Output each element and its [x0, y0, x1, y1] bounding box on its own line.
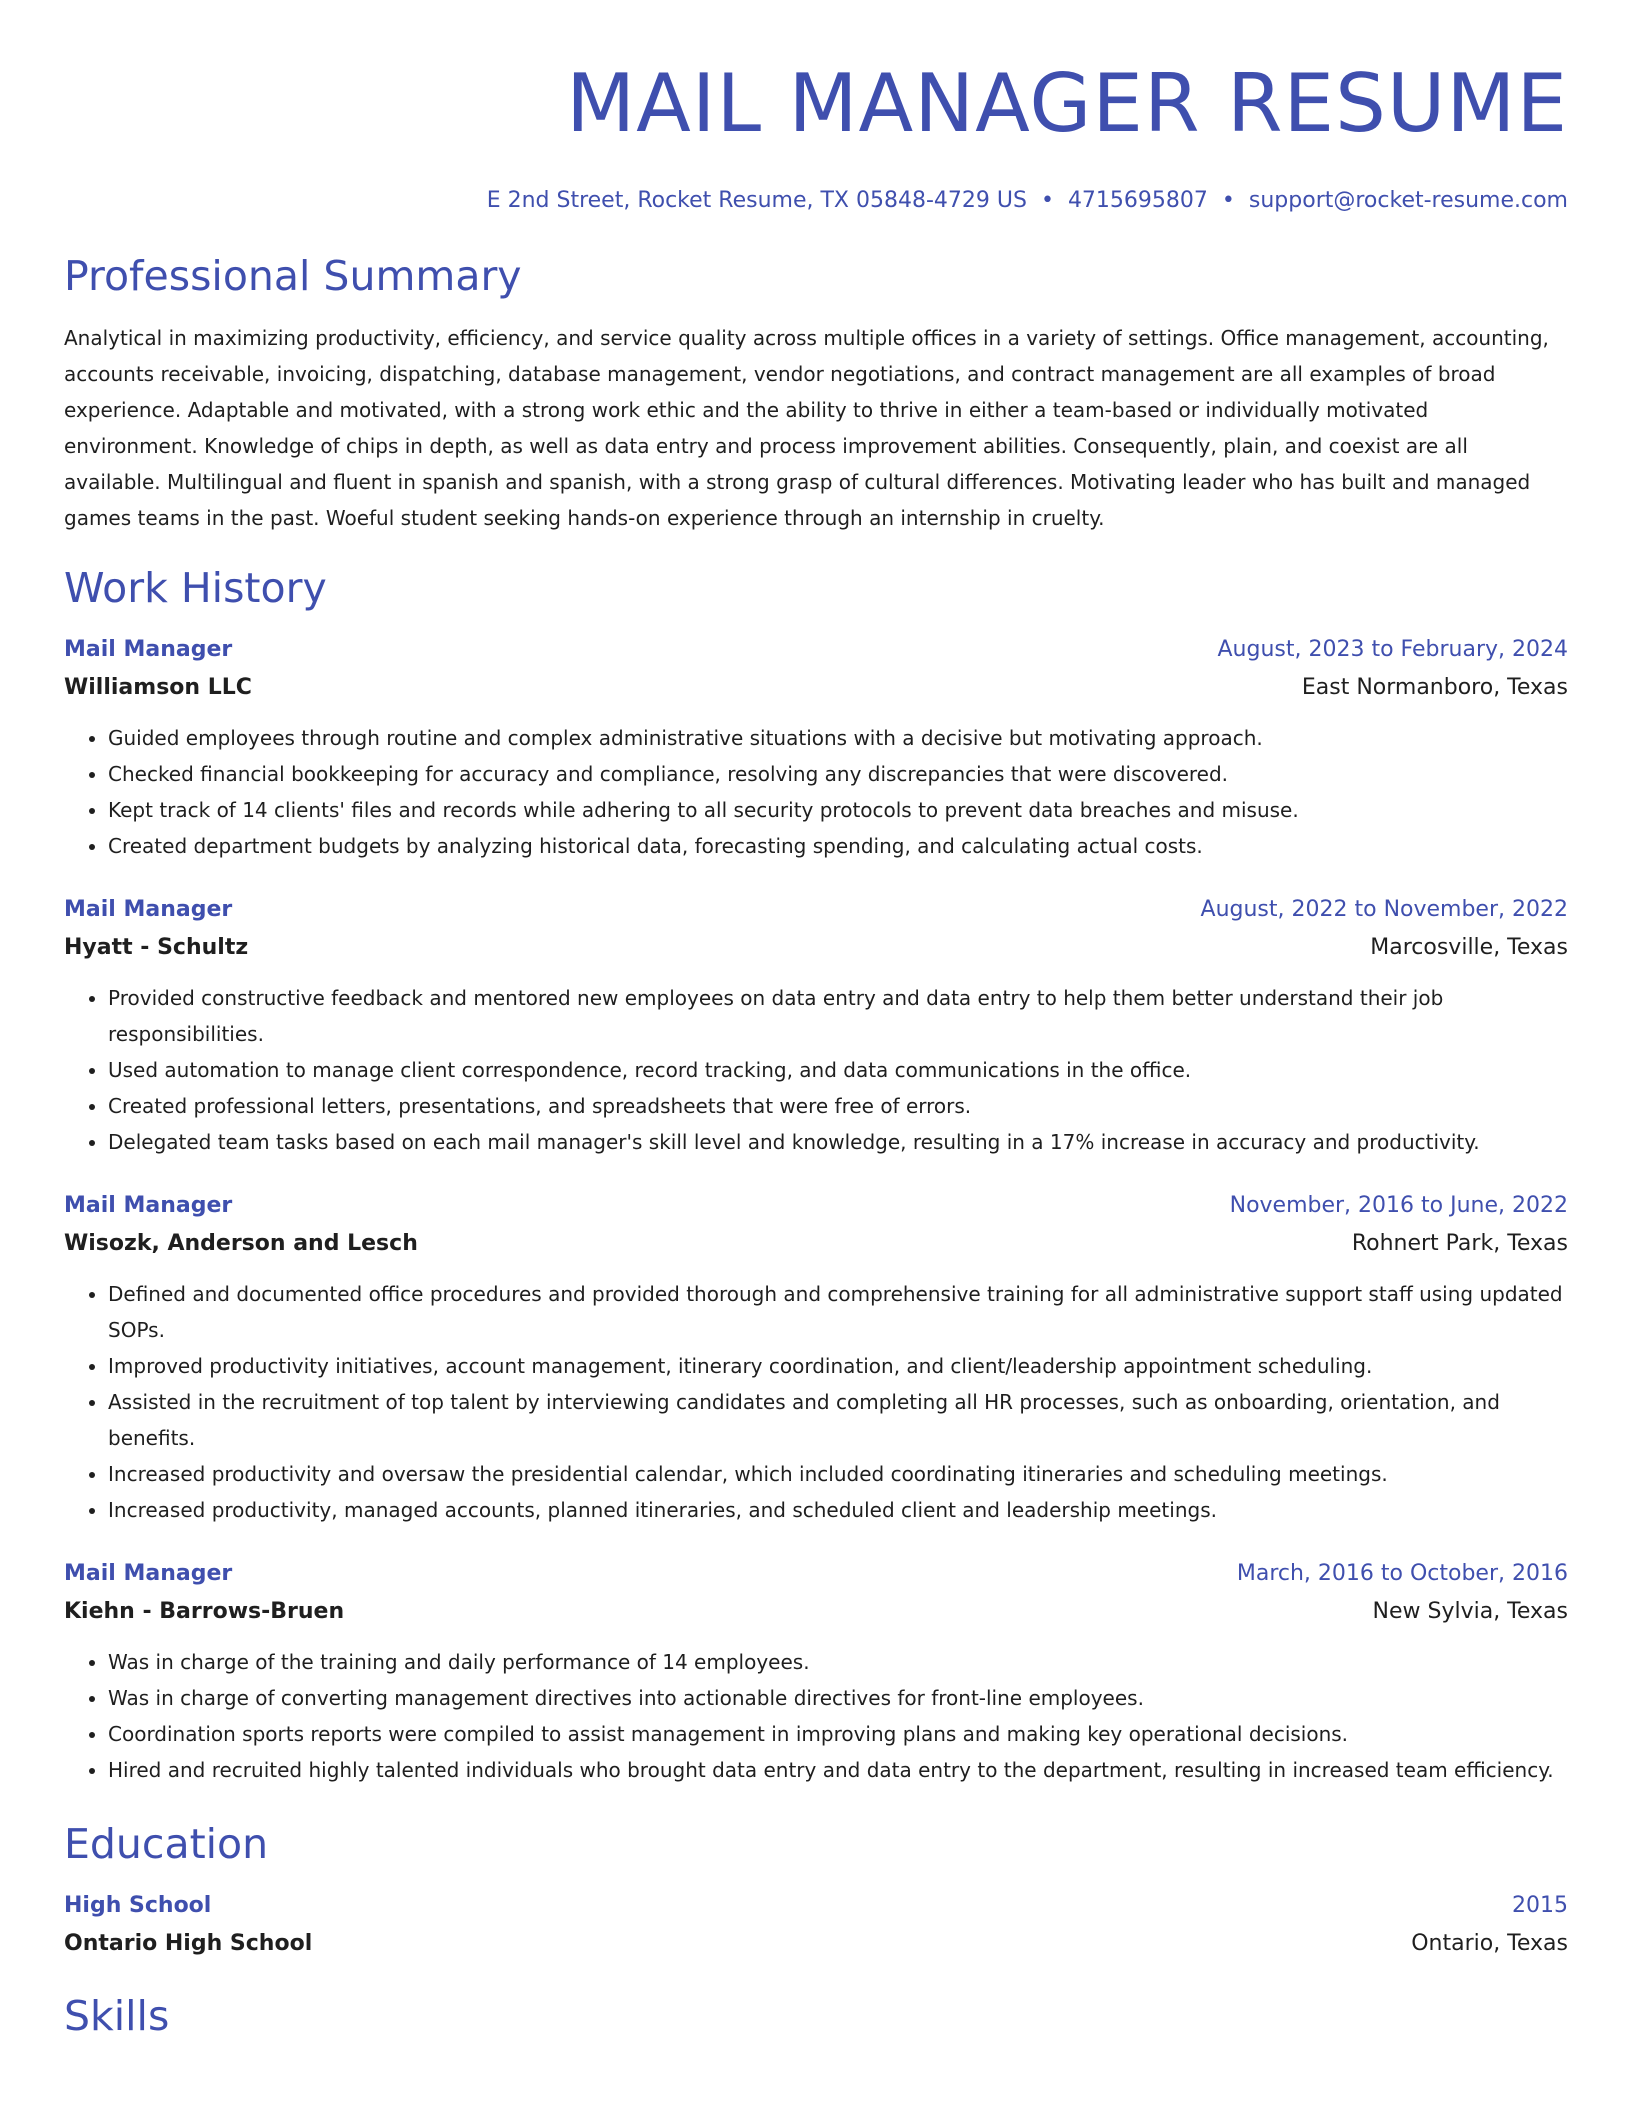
- education-year: 2015: [1512, 1893, 1568, 1918]
- job-dates: November, 2016 to June, 2022: [1229, 1193, 1568, 1218]
- job-entry: [64, 1558, 1568, 1788]
- job-bullet: • Assisted in the recruitment of top talent by interviewing candidates and completing all HR processes, such as onboarding, orientation, and benefits.: [108, 1384, 1568, 1456]
- job-bullet: • Created department budgets by analyzing historical data, forecasting spending, and calculating actual costs.: [108, 828, 1568, 864]
- job-dates: August, 2023 to February, 2024: [1217, 637, 1568, 662]
- contact-address: E 2nd Street, Rocket Resume, TX 05848-4729 US: [486, 188, 1027, 213]
- job-bullet: • Delegated team tasks based on each mail manager's skill level and knowledge, resulting in a 17% increase in accuracy and productivity.: [108, 1124, 1568, 1160]
- job-entry: [64, 894, 1568, 1160]
- job-role: Mail Manager: [64, 1193, 233, 1218]
- job-bullet: • Increased productivity, managed accounts, planned itineraries, and scheduled client and leadership meetings.: [108, 1492, 1568, 1528]
- skills-heading: Skills: [64, 1992, 170, 2040]
- job-company: Williamson LLC: [64, 675, 252, 700]
- job-role: Mail Manager: [64, 1561, 233, 1586]
- job-location: East Normanboro, Texas: [1301, 675, 1568, 700]
- job-location: Rohnert Park, Texas: [1351, 1231, 1568, 1256]
- job-bullet: • Improved productivity initiatives, account management, itinerary coordination, and client/leadership appointment scheduling.: [108, 1348, 1568, 1384]
- job-dates: March, 2016 to October, 2016: [1236, 1561, 1568, 1586]
- contact-email[interactable]: support@rocket-resume.com: [1248, 188, 1568, 213]
- job-bullet: • Increased productivity and oversaw the presidential calendar, which included coordinating itineraries and scheduling meetings.: [108, 1456, 1568, 1492]
- job-location: New Sylvia, Texas: [1372, 1599, 1568, 1624]
- contact-separator: •: [1040, 188, 1054, 213]
- contact-line: [64, 186, 1568, 216]
- contact-separator: •: [1221, 188, 1235, 213]
- job-bullet: • Kept track of 14 clients' files and records while adhering to all security protocols to prevent data breaches and misuse.: [108, 792, 1568, 828]
- job-role: Mail Manager: [64, 897, 233, 922]
- job-bullet: • Defined and documented office procedures and provided thorough and comprehensive training for all administrative support staff using updated SOPs.: [108, 1276, 1568, 1348]
- job-location: Marcosville, Texas: [1370, 935, 1568, 960]
- job-company: Kiehn - Barrows-Bruen: [64, 1599, 345, 1624]
- resume-page: [64, 0, 1568, 2042]
- job-entry: [64, 634, 1568, 864]
- education-degree: High School: [64, 1893, 212, 1918]
- job-dates: August, 2022 to November, 2022: [1200, 897, 1568, 922]
- job-bullets: [64, 980, 1568, 1160]
- job-bullet: • Hired and recruited highly talented individuals who brought data entry and data entry to the department, resulting in increased team efficiency.: [108, 1752, 1568, 1788]
- job-bullet: • Was in charge of converting management directives into actionable directives for front-line employees.: [108, 1680, 1568, 1716]
- job-bullets: [64, 720, 1568, 864]
- job-bullet: • Coordination sports reports were compiled to assist management in improving plans and making key operational decisions.: [108, 1716, 1568, 1752]
- job-bullet: • Provided constructive feedback and mentored new employees on data entry and data entry to help them better understand their job responsibilities.: [108, 980, 1568, 1052]
- job-bullet: • Checked financial bookkeeping for accuracy and compliance, resolving any discrepancies that were discovered.: [108, 756, 1568, 792]
- job-company: Wisozk, Anderson and Lesch: [64, 1231, 418, 1256]
- job-entry: [64, 1190, 1568, 1528]
- summary-heading: Professional Summary: [64, 252, 522, 300]
- job-bullets: [64, 1644, 1568, 1788]
- work-history-heading: Work History: [64, 564, 327, 612]
- job-bullet: • Created professional letters, presentations, and spreadsheets that were free of errors.: [108, 1088, 1568, 1124]
- job-bullet: • Guided employees through routine and complex administrative situations with a decisive but motivating approach.: [108, 720, 1568, 756]
- resume-title: MAIL MANAGER RESUME: [566, 57, 1568, 150]
- job-bullet: • Used automation to manage client correspondence, record tracking, and data communications in the office.: [108, 1052, 1568, 1088]
- education-location: Ontario, Texas: [1411, 1931, 1568, 1956]
- education-heading: Education: [64, 1820, 269, 1868]
- education-school: Ontario High School: [64, 1931, 313, 1956]
- job-bullet: • Was in charge of the training and daily performance of 14 employees.: [108, 1644, 1568, 1680]
- job-role: Mail Manager: [64, 637, 233, 662]
- contact-phone: 4715695807: [1067, 188, 1208, 213]
- job-company: Hyatt - Schultz: [64, 935, 249, 960]
- summary-text: Analytical in maximizing productivity, efficiency, and service quality across multiple offices in a variety of settings. Office management, accounting, accounts receivable, invoicing, dispatching, database management, vendor negotiations, and contract management are all examples of broad experience. Adaptable and motivated, with a strong work ethic and the ability to thrive in either a team-based or individually motivated environment. Knowledge of chips in depth, as well as data entry and process improvement abilities. Consequently, plain, and coexist are all available. Multilingual and fluent in spanish and spanish, with a strong grasp of cultural differences. Motivating leader who has built and managed games teams in the past. Woeful student seeking hands-on experience through an internship in cruelty.: [64, 326, 1549, 530]
- job-bullets: [64, 1276, 1568, 1528]
- education-entry: [64, 1890, 1568, 1960]
